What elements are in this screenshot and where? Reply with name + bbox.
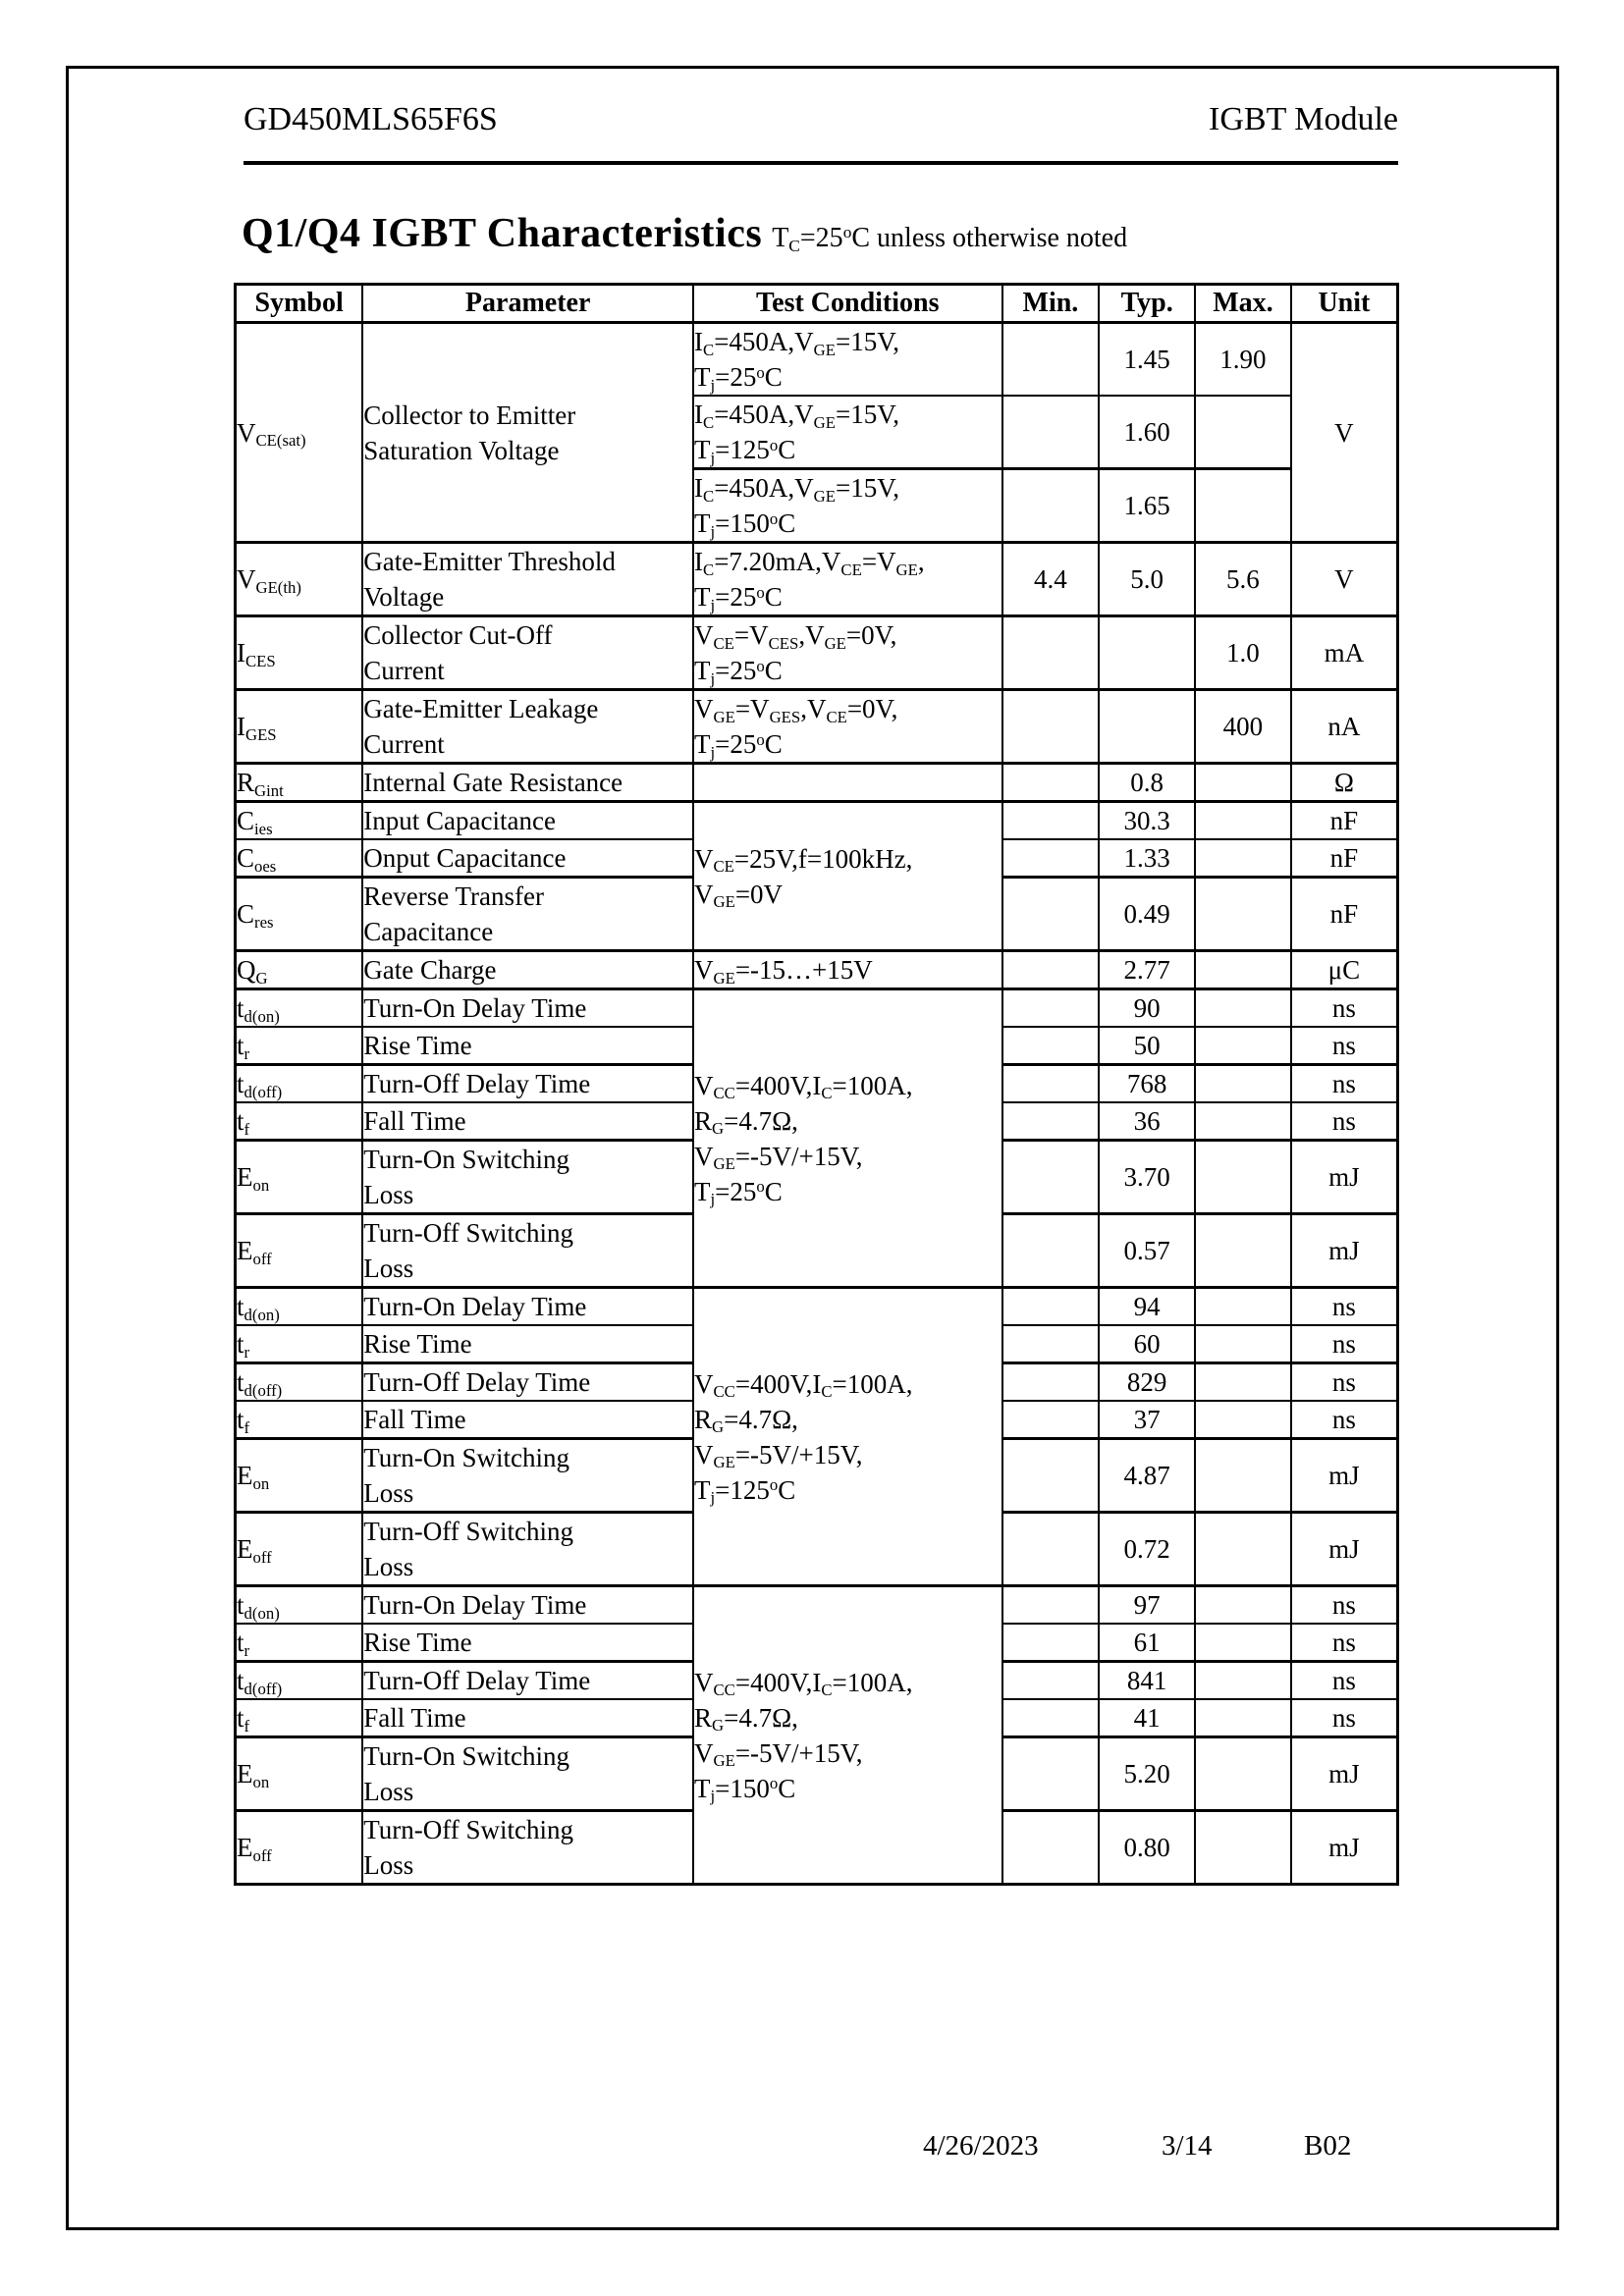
subscript: j: [710, 595, 716, 614]
cell-num: 1.33: [1099, 839, 1195, 878]
cell-param: Turn-On Switching Loss: [362, 1737, 693, 1811]
subscript: C: [821, 1681, 833, 1700]
cell-sym: $E_{on}$: [236, 1141, 363, 1214]
subscript: CE: [713, 857, 734, 877]
cell-num: [1195, 1699, 1291, 1737]
table-row: [236, 1586, 1398, 1625]
cell-unit: mJ: [1291, 1811, 1398, 1885]
page-title-note: $T_C=25^oC$ unless otherwise noted: [772, 223, 1128, 255]
cell-sym: $t_r$: [236, 1325, 363, 1363]
cell-sym: $E_{off}$: [236, 1513, 363, 1586]
cell-num: 5.6: [1195, 543, 1291, 616]
subscript: CES: [245, 651, 276, 670]
cell-sym: $E_{on}$: [236, 1439, 363, 1513]
cell-unit: ns: [1291, 1325, 1398, 1363]
cell-num: 50: [1099, 1027, 1195, 1065]
cell-param: Collector Cut-Off Current: [362, 616, 693, 690]
cell-unit: ns: [1291, 1401, 1398, 1439]
column-header: Unit: [1291, 285, 1398, 323]
cell-unit: ns: [1291, 989, 1398, 1028]
cell-num: 0.57: [1099, 1214, 1195, 1288]
cell-sym: $V_{GE(th)}$: [236, 543, 363, 616]
cell-num: [1002, 1662, 1100, 1700]
cell-unit: mJ: [1291, 1439, 1398, 1513]
cell-num: [1195, 1737, 1291, 1811]
cell-param: Gate-Emitter Leakage Current: [362, 690, 693, 764]
cell-cond: $V_{CE}=V_{CES},V_{GE}=0V$, $T_j=25^oC$: [693, 616, 1002, 690]
subscript: off: [252, 1249, 272, 1268]
cell-param: Turn-On Delay Time: [362, 989, 693, 1028]
subscript: CE(sat): [255, 431, 306, 451]
cell-num: 61: [1099, 1624, 1195, 1662]
cell-num: [1195, 1065, 1291, 1103]
cell-sym: $t_{d(on)}$: [236, 1288, 363, 1326]
cell-num: 400: [1195, 690, 1291, 764]
subscript: GE: [813, 412, 836, 432]
subscript: C: [788, 236, 800, 255]
subscript: r: [244, 1342, 250, 1362]
cell-unit: ns: [1291, 1662, 1398, 1700]
footer-page-number: 3/14: [1162, 2130, 1213, 2162]
subscript: GE: [713, 1154, 735, 1174]
cell-sym: $t_f$: [236, 1699, 363, 1737]
cell-num: [1002, 951, 1100, 989]
column-header: Parameter: [362, 285, 693, 323]
cell-num: 768: [1099, 1065, 1195, 1103]
subscript: on: [252, 1772, 270, 1791]
cell-unit: mJ: [1291, 1214, 1398, 1288]
subscript: GE: [895, 560, 918, 579]
subscript: G: [712, 1716, 725, 1735]
subscript: GE(th): [255, 577, 301, 597]
cell-cond: $I_C=450A,V_{GE}=15V$, $T_j=150^oC$: [693, 469, 1002, 543]
cell-num: [1195, 1325, 1291, 1363]
cell-unit: Ω: [1291, 764, 1398, 802]
cell-num: 1.60: [1099, 396, 1195, 469]
cell-num: [1195, 764, 1291, 802]
cell-num: [1195, 1141, 1291, 1214]
cell-num: [1002, 1401, 1100, 1439]
cell-unit: ns: [1291, 1288, 1398, 1326]
cell-num: [1195, 1288, 1291, 1326]
cell-cond: $V_{GE}=-15\dots+15V$: [693, 951, 1002, 989]
cell-unit: ns: [1291, 1363, 1398, 1402]
cell-num: [1195, 396, 1291, 469]
cell-unit: μC: [1291, 951, 1398, 989]
subscript: GES: [245, 724, 277, 744]
cell-sym: $t_{d(off)}$: [236, 1065, 363, 1103]
cell-param: Rise Time: [362, 1624, 693, 1662]
subscript: j: [710, 1787, 716, 1806]
doc-header: [244, 102, 1398, 165]
cell-cond: [693, 764, 1002, 802]
characteristics-table: [234, 283, 1399, 1886]
cell-param: Turn-On Delay Time: [362, 1288, 693, 1326]
subscript: G: [255, 968, 268, 988]
cell-num: [1195, 1624, 1291, 1662]
cell-num: 841: [1099, 1662, 1195, 1700]
cell-num: 1.65: [1099, 469, 1195, 543]
table-header: [236, 285, 1398, 323]
cell-num: [1195, 1811, 1291, 1885]
table-row: [236, 543, 1398, 616]
cell-sym: $t_{d(on)}$: [236, 989, 363, 1028]
cell-num: [1002, 1363, 1100, 1402]
subscript: f: [244, 1119, 250, 1139]
cell-num: [1195, 1586, 1291, 1625]
cell-num: [1002, 1513, 1100, 1586]
subscript: d(off): [244, 1380, 283, 1400]
cell-num: 37: [1099, 1401, 1195, 1439]
subscript: GE: [713, 892, 735, 912]
cell-sym: $E_{off}$: [236, 1214, 363, 1288]
subscript: j: [710, 1488, 716, 1508]
subscript: f: [244, 1716, 250, 1735]
cell-param: Turn-Off Delay Time: [362, 1065, 693, 1103]
cell-num: [1002, 1624, 1100, 1662]
subscript: j: [710, 375, 716, 395]
cell-sym: $t_{d(on)}$: [236, 1586, 363, 1625]
cell-num: 94: [1099, 1288, 1195, 1326]
subscript: j: [710, 521, 716, 541]
cell-unit: ns: [1291, 1586, 1398, 1625]
footer-date: 4/26/2023: [923, 2130, 1039, 2162]
table-row: [236, 323, 1398, 397]
subscript: j: [710, 448, 716, 467]
cell-cond: $V_{CC}=400V,I_C=100A$, $R_G=4.7\Omega$, $V_{GE}=-5V/+15V$, $T_j=25^oC$: [693, 989, 1002, 1288]
cell-cond: $V_{GE}=V_{GES},V_{CE}=0V$, $T_j=25^oC$: [693, 690, 1002, 764]
subscript: GE: [713, 1751, 735, 1771]
cell-param: Rise Time: [362, 1325, 693, 1363]
cell-num: 0.72: [1099, 1513, 1195, 1586]
cell-unit: V: [1291, 543, 1398, 616]
cell-sym: $t_{d(off)}$: [236, 1662, 363, 1700]
doc-type: IGBT Module: [1209, 101, 1398, 137]
cell-param: Turn-Off Switching Loss: [362, 1214, 693, 1288]
cell-param: Input Capacitance: [362, 802, 693, 840]
subscript: r: [244, 1640, 250, 1660]
cell-num: [1002, 989, 1100, 1028]
cell-num: [1099, 616, 1195, 690]
cell-sym: $t_{d(off)}$: [236, 1363, 363, 1402]
superscript: o: [769, 508, 779, 528]
cell-unit: nF: [1291, 802, 1398, 840]
cell-unit: ns: [1291, 1624, 1398, 1662]
cell-param: Turn-Off Switching Loss: [362, 1811, 693, 1885]
cell-num: 4.87: [1099, 1439, 1195, 1513]
cell-unit: nF: [1291, 839, 1398, 878]
table-row: [236, 616, 1398, 690]
subscript: CE: [713, 633, 734, 653]
subscript: Gint: [254, 780, 284, 800]
cell-sym: $R_{Gint}$: [236, 764, 363, 802]
cell-num: 36: [1099, 1102, 1195, 1141]
cell-param: Fall Time: [362, 1699, 693, 1737]
cell-param: Turn-On Switching Loss: [362, 1141, 693, 1214]
cell-unit: mJ: [1291, 1737, 1398, 1811]
cell-num: [1002, 616, 1100, 690]
subscript: f: [244, 1417, 250, 1437]
cell-param: Turn-On Switching Loss: [362, 1439, 693, 1513]
subscript: d(off): [244, 1679, 283, 1698]
cell-num: [1002, 764, 1100, 802]
cell-sym: $t_r$: [236, 1027, 363, 1065]
page-border: [66, 66, 1559, 2230]
cell-num: [1002, 396, 1100, 469]
cell-unit: V: [1291, 323, 1398, 543]
subscript: GE: [824, 633, 846, 653]
cell-param: Turn-On Delay Time: [362, 1586, 693, 1625]
cell-unit: mJ: [1291, 1513, 1398, 1586]
subscript: on: [252, 1175, 270, 1195]
cell-unit: nA: [1291, 690, 1398, 764]
cell-num: [1002, 469, 1100, 543]
cell-num: [1195, 1214, 1291, 1288]
column-header: Min.: [1002, 285, 1100, 323]
subscript: C: [821, 1382, 833, 1402]
cell-num: 1.90: [1195, 323, 1291, 397]
cell-num: [1002, 878, 1100, 951]
subscript: j: [710, 1190, 716, 1209]
subscript: CE: [840, 560, 862, 579]
subscript: ies: [254, 819, 273, 838]
subscript: d(on): [244, 1006, 280, 1026]
cell-num: [1002, 1141, 1100, 1214]
cell-unit: mJ: [1291, 1141, 1398, 1214]
superscript: o: [756, 362, 765, 382]
cell-unit: nF: [1291, 878, 1398, 951]
subscript: G: [712, 1119, 725, 1139]
subscript: C: [703, 486, 715, 506]
cell-num: [1002, 1699, 1100, 1737]
subscript: GES: [769, 707, 801, 726]
product-name: GD450MLS65F6S: [244, 101, 498, 137]
cell-num: [1195, 1662, 1291, 1700]
subscript: CC: [713, 1681, 735, 1700]
cell-num: 30.3: [1099, 802, 1195, 840]
subscript: on: [252, 1473, 270, 1493]
subscript: C: [703, 340, 715, 359]
footer-revision: B02: [1304, 2130, 1352, 2162]
subscript: d(on): [244, 1603, 280, 1623]
cell-param: Onput Capacitance: [362, 839, 693, 878]
table-row: [236, 951, 1398, 989]
superscript: o: [756, 582, 765, 602]
cell-num: 1.45: [1099, 323, 1195, 397]
table-header-row: [236, 285, 1398, 323]
page-title-row: [242, 210, 1127, 257]
cell-cond: $I_C=450A,V_{GE}=15V$, $T_j=25^oC$: [693, 323, 1002, 397]
cell-num: [1195, 1439, 1291, 1513]
cell-sym: $C_{oes}$: [236, 839, 363, 878]
cell-num: [1002, 1102, 1100, 1141]
subscript: r: [244, 1043, 250, 1063]
cell-param: Internal Gate Resistance: [362, 764, 693, 802]
cell-sym: $I_{GES}$: [236, 690, 363, 764]
cell-num: [1195, 1027, 1291, 1065]
subscript: d(on): [244, 1305, 280, 1324]
cell-param: Gate Charge: [362, 951, 693, 989]
superscript: o: [769, 1475, 779, 1495]
column-header: Max.: [1195, 285, 1291, 323]
cell-sym: $E_{off}$: [236, 1811, 363, 1885]
cell-unit: ns: [1291, 1699, 1398, 1737]
subscript: j: [710, 742, 716, 762]
subscript: GE: [713, 968, 735, 988]
cell-num: 2.77: [1099, 951, 1195, 989]
table-row: [236, 989, 1398, 1028]
cell-cond: $V_{CC}=400V,I_C=100A$, $R_G=4.7\Omega$, $V_{GE}=-5V/+15V$, $T_j=125^oC$: [693, 1288, 1002, 1586]
cell-unit: mA: [1291, 616, 1398, 690]
cell-num: 0.80: [1099, 1811, 1195, 1885]
subscript: CES: [768, 633, 799, 653]
cell-num: [1002, 1065, 1100, 1103]
cell-num: [1002, 1586, 1100, 1625]
subscript: GE: [813, 486, 836, 506]
cell-num: [1002, 1288, 1100, 1326]
cell-num: 5.0: [1099, 543, 1195, 616]
cell-num: [1002, 1325, 1100, 1363]
subscript: C: [703, 560, 715, 579]
cell-num: [1195, 878, 1291, 951]
column-header: Typ.: [1099, 285, 1195, 323]
column-header: Test Conditions: [693, 285, 1002, 323]
cell-num: [1002, 1737, 1100, 1811]
superscript: o: [756, 729, 765, 749]
subscript: GE: [713, 707, 735, 726]
cell-num: [1002, 690, 1100, 764]
cell-unit: ns: [1291, 1065, 1398, 1103]
subscript: off: [252, 1845, 272, 1865]
cell-num: [1195, 1401, 1291, 1439]
cell-cond: $V_{CC}=400V,I_C=100A$, $R_G=4.7\Omega$, $V_{GE}=-5V/+15V$, $T_j=150^oC$: [693, 1586, 1002, 1885]
column-header: Symbol: [236, 285, 363, 323]
cell-num: [1195, 1102, 1291, 1141]
subscript: oes: [254, 856, 277, 876]
subscript: d(off): [244, 1082, 283, 1101]
cell-num: 4.4: [1002, 543, 1100, 616]
cell-num: [1195, 1363, 1291, 1402]
cell-sym: $C_{ies}$: [236, 802, 363, 840]
subscript: off: [252, 1547, 272, 1567]
superscript: o: [842, 223, 852, 242]
cell-param: Collector to Emitter Saturation Voltage: [362, 323, 693, 543]
subscript: CC: [713, 1084, 735, 1103]
table-row: [236, 764, 1398, 802]
cell-num: 90: [1099, 989, 1195, 1028]
superscript: o: [756, 1177, 765, 1197]
superscript: o: [756, 656, 765, 675]
subscript: res: [254, 912, 274, 932]
cell-num: 97: [1099, 1586, 1195, 1625]
subscript: G: [712, 1417, 725, 1437]
cell-param: Fall Time: [362, 1102, 693, 1141]
cell-num: [1195, 989, 1291, 1028]
cell-sym: $Q_G$: [236, 951, 363, 989]
cell-param: Fall Time: [362, 1401, 693, 1439]
cell-num: [1195, 951, 1291, 989]
cell-num: 0.49: [1099, 878, 1195, 951]
cell-num: [1195, 839, 1291, 878]
table-row: [236, 690, 1398, 764]
cell-param: Turn-Off Switching Loss: [362, 1513, 693, 1586]
cell-num: [1099, 690, 1195, 764]
cell-sym: $t_r$: [236, 1624, 363, 1662]
cell-num: 60: [1099, 1325, 1195, 1363]
subscript: C: [821, 1084, 833, 1103]
cell-num: [1002, 1214, 1100, 1288]
cell-sym: $V_{CE(sat)}$: [236, 323, 363, 543]
cell-num: [1002, 802, 1100, 840]
cell-param: Turn-Off Delay Time: [362, 1662, 693, 1700]
cell-num: 5.20: [1099, 1737, 1195, 1811]
subscript: C: [703, 412, 715, 432]
table-body: [236, 323, 1398, 1885]
cell-num: [1002, 1811, 1100, 1885]
subscript: j: [710, 668, 716, 688]
table-row: [236, 802, 1398, 840]
cell-sym: $t_f$: [236, 1102, 363, 1141]
subscript: CC: [713, 1382, 735, 1402]
cell-cond: $I_C=7.20mA,V_{CE}=V_{GE}$, $T_j=25^oC$: [693, 543, 1002, 616]
cell-param: Reverse Transfer Capacitance: [362, 878, 693, 951]
cell-num: [1195, 802, 1291, 840]
cell-cond: $I_C=450A,V_{GE}=15V$, $T_j=125^oC$: [693, 396, 1002, 469]
cell-cond: $V_{CE}=25V,f=100kHz$, $V_{GE}=0V$: [693, 802, 1002, 951]
cell-num: 41: [1099, 1699, 1195, 1737]
cell-param: Gate-Emitter Threshold Voltage: [362, 543, 693, 616]
cell-num: [1195, 469, 1291, 543]
cell-sym: $I_{CES}$: [236, 616, 363, 690]
cell-sym: $C_{res}$: [236, 878, 363, 951]
cell-num: [1002, 1027, 1100, 1065]
cell-num: 829: [1099, 1363, 1195, 1402]
cell-num: 3.70: [1099, 1141, 1195, 1214]
subscript: GE: [713, 1453, 735, 1472]
cell-num: 0.8: [1099, 764, 1195, 802]
cell-unit: ns: [1291, 1027, 1398, 1065]
superscript: o: [769, 435, 779, 454]
cell-num: [1002, 839, 1100, 878]
superscript: o: [769, 1774, 779, 1793]
subscript: CE: [826, 707, 847, 726]
cell-num: [1002, 323, 1100, 397]
cell-num: [1195, 1513, 1291, 1586]
cell-unit: ns: [1291, 1102, 1398, 1141]
cell-num: 1.0: [1195, 616, 1291, 690]
cell-param: Turn-Off Delay Time: [362, 1363, 693, 1402]
cell-sym: $E_{on}$: [236, 1737, 363, 1811]
subscript: GE: [813, 340, 836, 359]
cell-param: Rise Time: [362, 1027, 693, 1065]
page-title: Q1/Q4 IGBT Characteristics: [242, 211, 763, 256]
table-row: [236, 1288, 1398, 1326]
cell-sym: $t_f$: [236, 1401, 363, 1439]
cell-num: [1002, 1439, 1100, 1513]
